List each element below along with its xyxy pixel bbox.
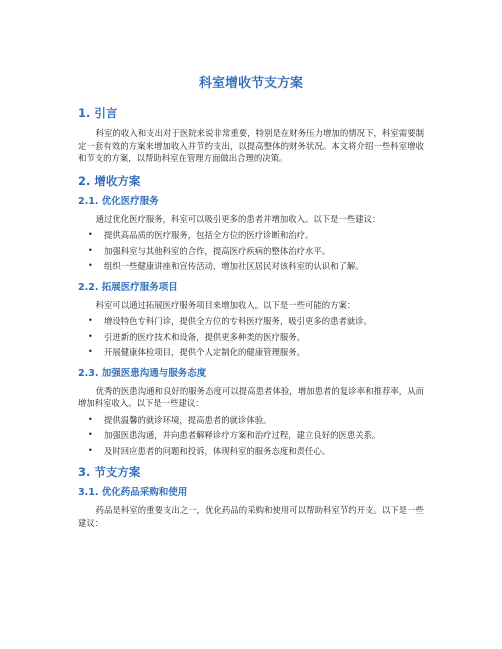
list-item-text: 加强医患沟通，并向患者解释诊疗方案和治疗过程，建立良好的医患关系。 <box>104 430 381 440</box>
list-item-text: 提供温馨的就诊环境，提高患者的就诊体验。 <box>104 414 272 425</box>
list-item <box>78 315 424 328</box>
section-heading-increase-income: 2. 增收方案 <box>78 173 141 188</box>
list-item <box>78 346 424 359</box>
bullet-icon: • <box>88 230 93 239</box>
list-item-text: 开展健康体检项目，提供个人定制化的健康管理服务。 <box>104 347 305 357</box>
bullet-icon: • <box>88 245 93 255</box>
expand-service-list <box>78 315 424 359</box>
list-item <box>78 429 424 442</box>
section-heading-reduce-cost: 3. 节支方案 <box>78 465 141 479</box>
subsection-heading-optimize-service: 2.1. 优化医疗服务 <box>78 195 159 207</box>
communication-paragraph: 优秀的医患沟通和良好的服务态度可以提高患者体验，增加患者的复诊率和推荐率，从而增加科室收入。以下是一些建议： <box>78 385 424 408</box>
list-item-text: 加强科室与其他科室的合作，提高医疗疾病的整体治疗水平。 <box>104 245 331 256</box>
list-item <box>78 414 424 427</box>
subsection-heading-expand-service: 2.2. 拓展医疗服务项目 <box>78 281 178 293</box>
list-item-text: 增设特色专科门诊，提供全方位的专科医疗服务，吸引更多的患者就诊。 <box>104 316 372 326</box>
intro-paragraph: 科室的收入和支出对于医院来说非常重要，特别是在财务压力增加的情况下，科室需要制定一套有效的方案来增加收入并节约支出，以提高整体的财务状况。本文将介绍一些科室增收和节支的方案，以帮助科室在管理方面做出合理的决策。 <box>78 128 424 163</box>
list-item-text: 提供高品质的医疗服务，包括全方位的医疗诊断和治疗。 <box>104 230 314 240</box>
bullet-icon: • <box>88 430 93 439</box>
bullet-icon: • <box>88 414 93 424</box>
list-item <box>78 245 424 258</box>
bullet-icon: • <box>88 347 93 356</box>
section-heading-intro: 1. 引言 <box>78 106 118 120</box>
subsection-heading-communication: 2.3. 加强医患沟通与服务态度 <box>78 367 207 379</box>
list-item-text: 引进新的医疗技术和设备，提供更多种类的医疗服务。 <box>104 331 305 342</box>
bullet-icon: • <box>88 316 93 325</box>
list-item-text: 组织一些健康讲座和宣传活动，增加社区居民对该科室的认识和了解。 <box>104 261 364 271</box>
document-title: 科室增收节支方案 <box>198 76 303 91</box>
list-item <box>78 331 424 344</box>
optimize-service-list <box>78 229 424 273</box>
list-item <box>78 260 424 273</box>
list-item <box>78 229 424 242</box>
bullet-icon: • <box>88 331 93 341</box>
subsection-heading-drug-procurement: 3.1. 优化药品采购和使用 <box>78 487 188 498</box>
bullet-icon: • <box>88 445 93 455</box>
expand-service-paragraph: 科室可以通过拓展医疗服务项目来增加收入。以下是一些可能的方案： <box>95 299 356 310</box>
bullet-icon: • <box>88 261 93 270</box>
drug-procurement-paragraph: 药品是科室的重要支出之一，优化药品的采购和使用可以帮助科室节约开支。以下是一些建议： <box>78 505 424 528</box>
optimize-service-paragraph: 通过优化医疗服务，科室可以吸引更多的患者并增加收入。以下是一些建议： <box>95 213 381 224</box>
list-item-text: 及时回应患者的问题和投诉，体现科室的服务态度和责任心。 <box>104 445 331 456</box>
list-item <box>78 445 424 458</box>
communication-list <box>78 414 424 458</box>
